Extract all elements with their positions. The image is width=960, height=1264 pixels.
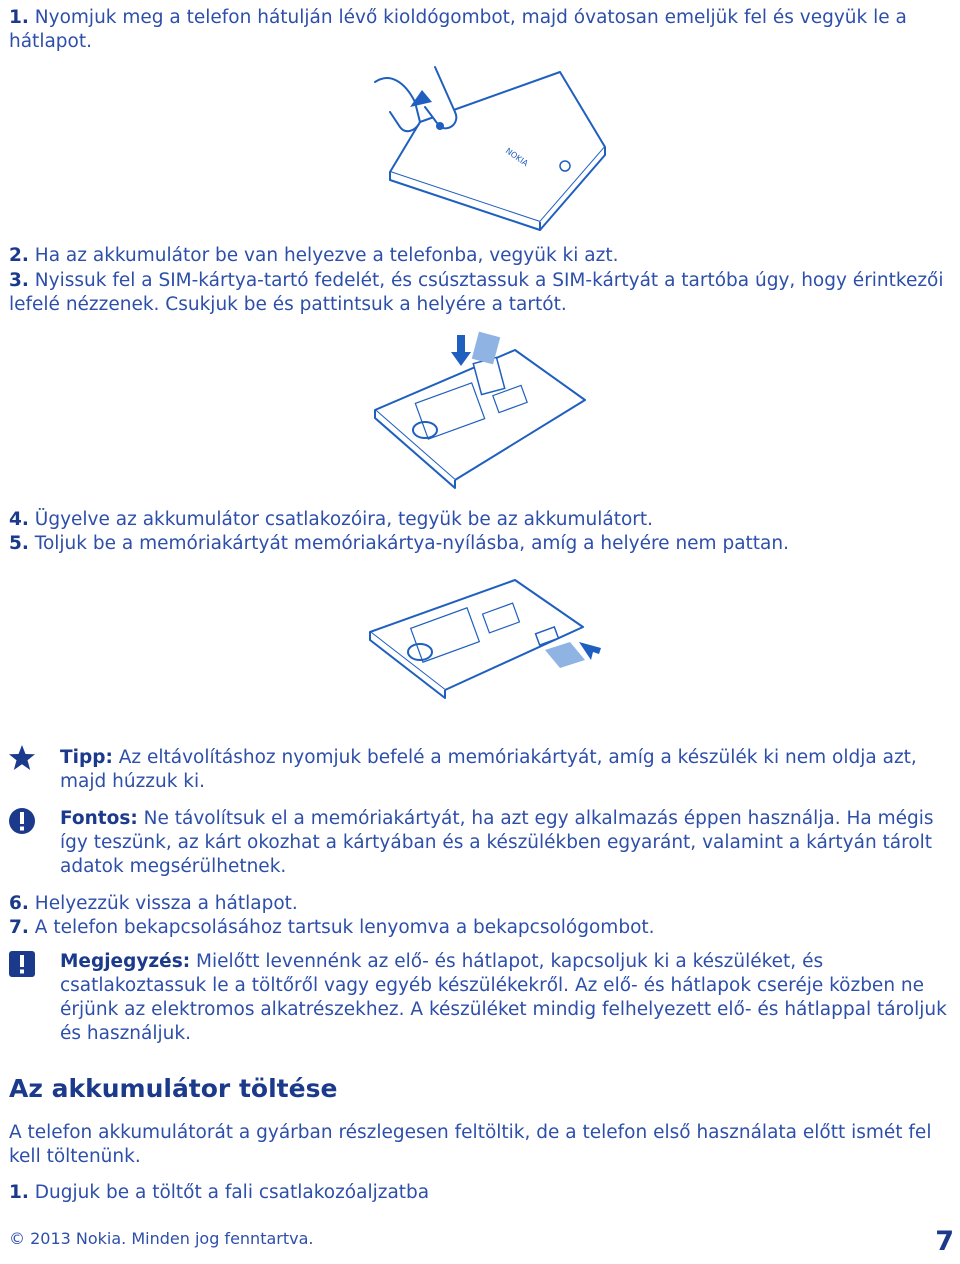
- memory-card: [545, 642, 585, 668]
- step-6: [9, 892, 954, 916]
- step-2: [9, 244, 954, 268]
- step-5: [9, 532, 954, 556]
- phone-brand-label: NOKIA: [503, 146, 530, 169]
- important-note: [60, 807, 955, 879]
- step-number: 7.: [9, 917, 29, 938]
- step-number: 2.: [9, 245, 29, 266]
- warning-note: [60, 950, 955, 1046]
- step-1: [9, 6, 954, 54]
- important-label: Fontos:: [60, 808, 138, 829]
- section-step-1: [9, 1181, 954, 1205]
- step-text: Dugjuk be a töltőt a fali csatlakozóaljzatba: [34, 1182, 430, 1203]
- step-number: 6.: [9, 893, 29, 914]
- sim-card-insertion-illustration: [365, 330, 595, 490]
- step-text: A telefon bekapcsolásához tartsuk lenyomva a bekapcsológombot.: [34, 917, 655, 938]
- step-number: 1.: [9, 7, 29, 28]
- back-cover-removal-illustration: [360, 62, 610, 232]
- step-7: [9, 916, 954, 940]
- step-number: 5.: [9, 533, 29, 554]
- arrow-down-icon: [451, 335, 471, 366]
- warning-label: Megjegyzés:: [60, 951, 191, 972]
- page-number: 7: [935, 1226, 954, 1257]
- exclamation-icon: [8, 807, 36, 835]
- section-intro: A telefon akkumulátorát a gyárban részlegesen feltöltik, de a telefon első használata előtt ismét fel kell töltenünk.: [9, 1122, 932, 1167]
- step-text: Toljuk be a memóriakártyát memóriakártya-nyílásba, amíg a helyére nem pattan.: [34, 533, 789, 554]
- star-icon: [8, 744, 36, 772]
- step-text: Nyissuk fel a SIM-kártya-tartó fedelét, és csúsztassuk a SIM-kártyát a tartóba úgy, hogy érintkezői lefelé nézzenek. Csukjuk be és pattintsuk a helyére a tartót.: [9, 270, 944, 315]
- step-number: 4.: [9, 509, 29, 530]
- step-number: 1.: [9, 1182, 29, 1203]
- step-text: Nyomjuk meg a telefon hátulján lévő kioldógombot, majd óvatosan emeljük fel és vegyük le a hátlapot.: [9, 7, 907, 52]
- step-number: 3.: [9, 270, 29, 291]
- exclamation-icon: [8, 950, 36, 978]
- tip-label: Tipp:: [60, 747, 113, 768]
- warning-text: Mielőtt levennénk az elő- és hátlapot, kapcsoljuk ki a készüléket, és csatlakoztassuk le a töltőről vagy egyéb készülékekről. Az elő- és hátlapok cseréje közben ne érjünk az elektromos alkatrészekhez. A készüléket mindig felhelyezett elő- és hátlappal tároljuk és használjuk.: [60, 951, 947, 1044]
- tip-text: Az eltávolításhoz nyomjuk befelé a memóriakártyát, amíg a készülék ki nem oldja azt, majd húzzuk ki.: [60, 747, 917, 792]
- tip-note: [60, 746, 955, 794]
- step-text: Ha az akkumulátor be van helyezve a telefonba, vegyük ki azt.: [34, 245, 619, 266]
- step-4: [9, 508, 954, 532]
- memory-card-insertion-illustration: [365, 572, 605, 702]
- step-text: Helyezzük vissza a hátlapot.: [34, 893, 298, 914]
- copyright: © 2013 Nokia. Minden jog fenntartva.: [9, 1229, 314, 1248]
- step-text: Ügyelve az akkumulátor csatlakozóira, tegyük be az akkumulátort.: [34, 509, 654, 530]
- section-title: Az akkumulátor töltése: [9, 1074, 338, 1103]
- important-text: Ne távolítsuk el a memóriakártyát, ha azt egy alkalmazás éppen használja. Ha mégis így teszünk, az kárt okozhat a kártyában és a készülékben egyaránt, valamint a kártyán tárolt adatok megsérülhetnek.: [60, 808, 934, 877]
- step-3: [9, 269, 954, 317]
